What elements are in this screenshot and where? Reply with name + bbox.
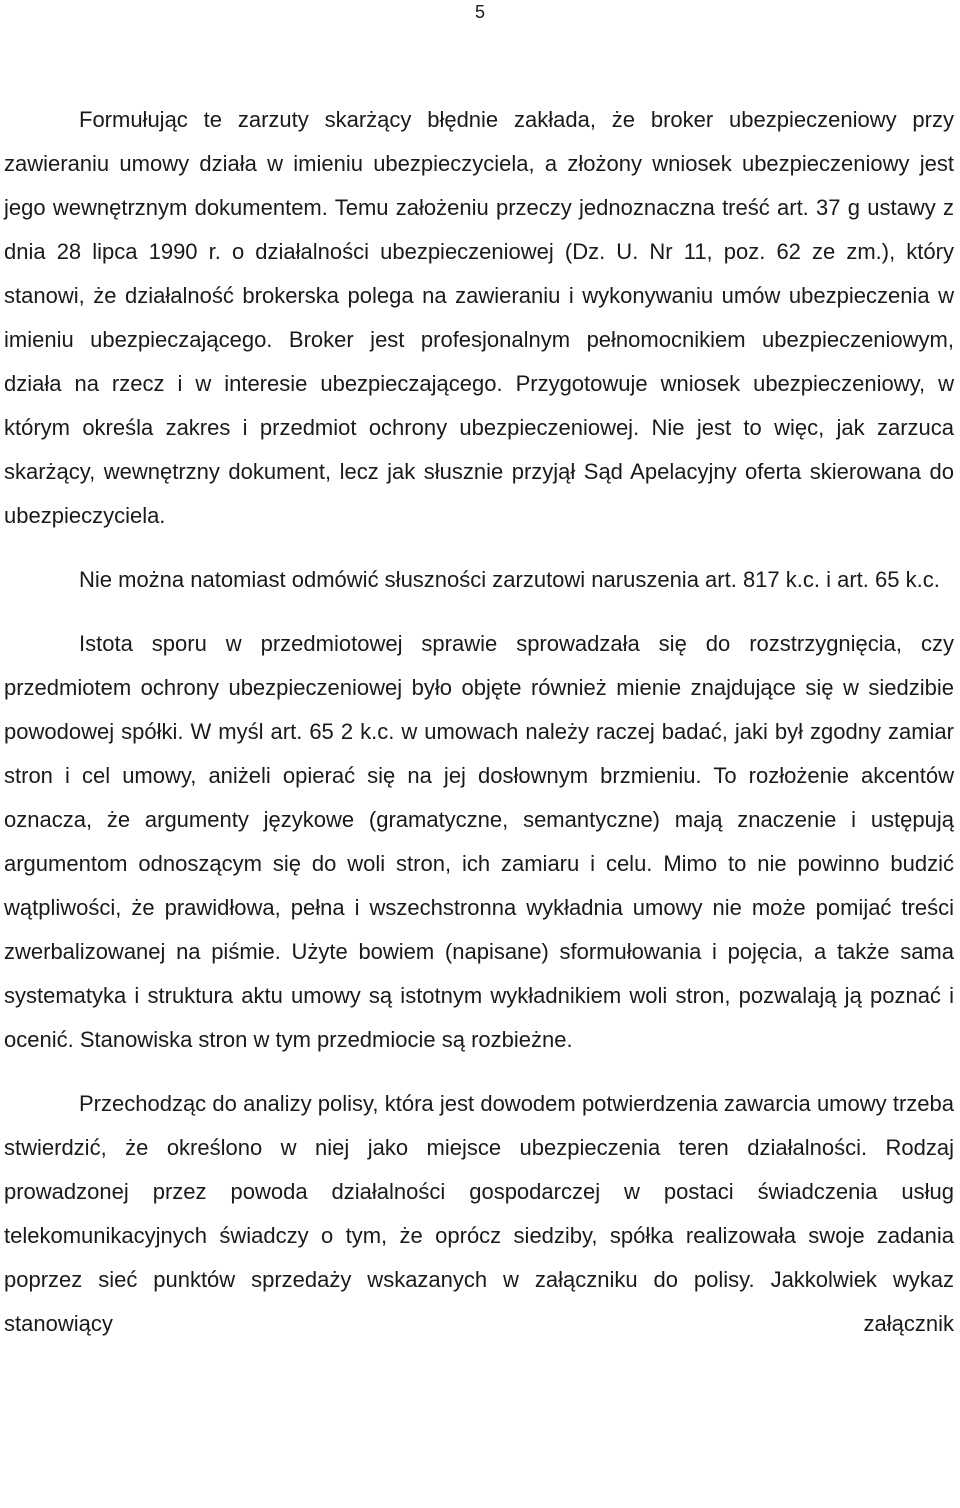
paragraph-policy: Przechodząc do analizy polisy, która jest dowodem potwierdzenia zawarcia umowy trzeba stwierdzić, że określono w niej jako miejsce ubezpieczenia teren działalności. Rodzaj prowadzonej przez powoda działalności gospodarczej w postaci świadczenia usług telekomunikacyjnych świadczy o tym, że oprócz siedziby, spółka realizowała swoje zadania poprzez sieć punktów sprzedaży wskazanych w załączniku do polisy. Jakkolwiek wykaz stanowiący załącznik bbox=[4, 1091, 954, 1336]
paragraph-art-817: Nie można natomiast odmówić słuszności zarzutowi naruszenia art. 817 k.c. i art. 65 k.c. bbox=[79, 567, 940, 592]
paragraph-broker: Formułując te zarzuty skarżący błędnie zakłada, że broker ubezpieczeniowy przy zawieraniu umowy działa w imieniu ubezpieczyciela, a złożony wniosek ubezpieczeniowy jest jego wewnętrznym dokumentem. Temu założeniu przeczy jednoznaczna treść art. 37 g ustawy z dnia 28 lipca 1990 r. o działalności ubezpieczeniowej (Dz. U. Nr 11, poz. 62 ze zm.), który stanowi, że działalność brokerska polega na zawieraniu i wykonywaniu umów ubezpieczenia w imieniu ubezpieczającego. Broker jest profesjonalnym pełnomocnikiem ubezpieczeniowym, działa na rzecz i w interesie ubezpieczającego. Przygotowuje wniosek ubezpieczeniowy, w którym określa zakres i przedmiot ochrony ubezpieczeniowej. Nie jest to więc, jak zarzuca skarżący, wewnętrzny dokument, lecz jak słusznie przyjął Sąd Apelacyjny oferta skierowana do ubezpieczyciela. bbox=[4, 107, 954, 528]
document-body bbox=[4, 98, 954, 1346]
page-number: 5 bbox=[474, 2, 485, 22]
paragraph-interpretation: Istota sporu w przedmiotowej sprawie sprowadzała się do rozstrzygnięcia, czy przedmiotem ochrony ubezpieczeniowej było objęte również mienie znajdujące się w siedzibie powodowej spółki. W myśl art. 65 2 k.c. w umowach należy raczej badać, jaki był zgodny zamiar stron i cel umowy, aniżeli opierać się na jej dosłownym brzmieniu. To rozłożenie akcentów oznacza, że argumenty językowe (gramatyczne, semantyczne) mają znaczenie i ustępują argumentom odnoszącym się do woli stron, ich zamiaru i celu. Mimo to nie powinno budzić wątpliwości, że prawidłowa, pełna i wszechstronna wykładnia umowy nie może pomijać treści zwerbalizowanej na piśmie. Użyte bowiem (napisane) sformułowania i pojęcia, a także sama systematyka i struktura aktu umowy są istotnym wykładnikiem woli stron, pozwalają ją poznać i ocenić. Stanowiska stron w tym przedmiocie są rozbieżne. bbox=[4, 631, 954, 1052]
